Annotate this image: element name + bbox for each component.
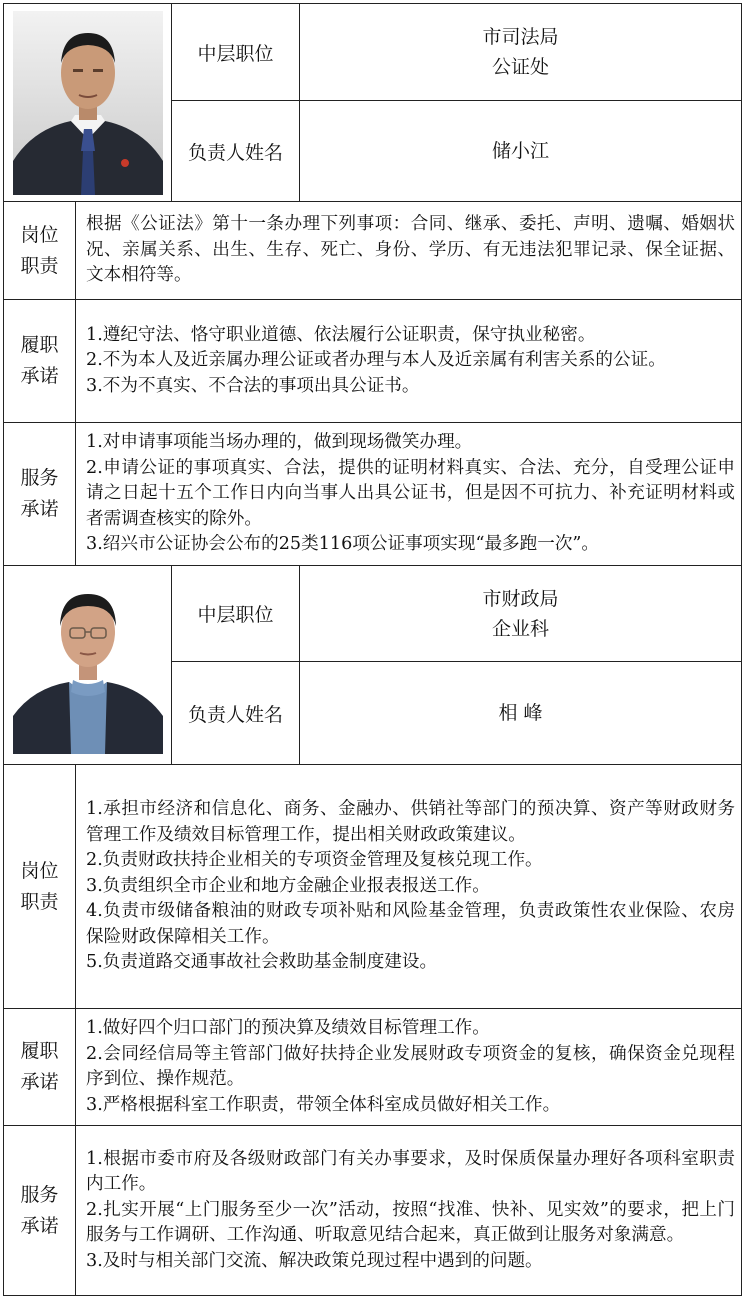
section-1-position-row [4,4,742,101]
section-2-service-row [4,1126,742,1296]
section-2-commitment-label-line-2: 承诺 [20,1071,59,1093]
section-1-duties-label [4,202,76,300]
section-1-department: 市司法局 [482,26,559,48]
section-2-duties-label-line-2: 职责 [20,890,59,913]
section-1-duties-label-line-2: 职责 [20,254,59,277]
section-2-duties-text [76,765,742,1009]
section-1-commitment-label-line-2: 承诺 [20,365,59,387]
section-1-commitment-row [4,300,742,423]
section-2-commitment-item-3: 3.严格根据科室工作职责，带领全体科室成员做好相关工作。 [86,1094,561,1115]
section-2-service-label-line-1: 服务 [20,1183,59,1206]
section-1-commitment-label-line-1: 履职 [20,334,59,356]
section-1-duties-text [76,202,742,300]
section-2-duties-item-2: 2.负责财政扶持企业相关的专项资金管理及复核兑现工作。 [86,850,543,871]
section-1-unit: 公证处 [491,56,549,78]
section-1-commitment-item-1: 1.遵纪守法、恪守职业道德、依法履行公证职责，保守执业秘密。 [86,324,596,345]
responsibility-table [3,3,742,1296]
section-2-service-label-line-2: 承诺 [20,1214,59,1237]
section-1-service-label-line-2: 承诺 [20,498,59,520]
section-1-commitment-item-2: 2.不为本人及近亲属办理公证或者办理与本人及近亲属有利害关系的公证。 [86,350,666,371]
section-2-duties-item-5: 5.负责道路交通事故社会救助基金制度建设。 [86,952,438,973]
section-1-portrait-photo [13,11,163,195]
section-2-department: 市财政局 [482,587,559,610]
section-1-service-item-3: 3.绍兴市公证协会公布的25类116项公证事项实现“最多跑一次”。 [86,534,599,555]
section-1-service-item-1: 1.对申请事项能当场办理的，做到现场微笑办理。 [86,432,473,453]
section-2-duties-item-1: 1.承担市经济和信息化、商务、金融办、供销社等部门的预决算、资产等财政财务管理工作及绩效目标管理工作，提出相关财政政策建议。 [86,799,735,845]
section-1-commitment-label [4,300,76,423]
section-1-service-item-2: 2.申请公证的事项真实、合法，提供的证明材料真实、合法、充分，自受理公证申请之日起十五个工作日内向当事人出具公证书，但是因不可抗力、补充证明材料或者需调查核实的除外。 [86,457,735,529]
section-2-commitment-row [4,1009,742,1126]
section-2-unit: 企业科 [491,617,549,640]
section-2-service-item-2: 2.扎实开展“上门服务至少一次”活动，按照“找准、快补、见实效”的要求，把上门服务与工作调研、工作沟通、听取意见结合起来，真正做到让服务对象满意。 [86,1199,735,1246]
section-2-service-label [4,1126,76,1296]
section-2-position-label: 中层职位 [172,566,300,662]
section-1-duties-item-1: 根据《公证法》第十一条办理下列事项：合同、继承、委托、声明、遗嘱、婚姻状况、亲属关系、出生、生存、死亡、身份、学历、有无违法犯罪记录、保全证据、文本相符等。 [86,214,735,286]
section-1-name-label: 负责人姓名 [172,101,300,202]
section-1-photo-cell [4,4,172,202]
section-2-duties-row [4,765,742,1009]
section-1-service-text [76,423,742,566]
section-2-portrait-photo [13,576,163,754]
section-2-position-value [300,566,742,662]
section-2-commitment-label [4,1009,76,1126]
section-1-duties-row [4,202,742,300]
section-2-name-label: 负责人姓名 [172,662,300,765]
section-2-name-value: 相 峰 [300,662,742,765]
section-2-duties-label [4,765,76,1009]
section-2-service-item-3: 3.及时与相关部门交流、解决政策兑现过程中遇到的问题。 [86,1250,543,1271]
section-1-position-label: 中层职位 [172,4,300,101]
section-1-service-label [4,423,76,566]
section-2-position-row [4,566,742,662]
section-2-commitment-text [76,1009,742,1126]
section-2-service-text [76,1126,742,1296]
section-1-service-row [4,423,742,566]
section-2-commitment-item-2: 2.会同经信局等主管部门做好扶持企业发展财政专项资金的复核，确保资金兑现程序到位、操作规范。 [86,1043,735,1089]
section-2-duties-label-line-1: 岗位 [20,859,59,882]
section-1-name-value: 储小江 [300,101,742,202]
section-1-service-label-line-1: 服务 [20,467,59,489]
section-2-commitment-label-line-1: 履职 [20,1040,59,1062]
section-2-service-item-1: 1.根据市委市府及各级财政部门有关办事要求，及时保质保量办理好各项科室职责内工作。 [86,1148,735,1195]
responsibility-sheet [3,3,741,1296]
section-1-commitment-text [76,300,742,423]
section-2-duties-item-3: 3.负责组织全市企业和地方金融企业报表报送工作。 [86,875,490,896]
section-1-position-value [300,4,742,101]
section-1-duties-label-line-1: 岗位 [20,223,59,246]
section-1-commitment-item-3: 3.不为不真实、不合法的事项出具公证书。 [86,375,420,396]
section-2-commitment-item-1: 1.做好四个归口部门的预决算及绩效目标管理工作。 [86,1018,490,1038]
section-2-photo-cell [4,566,172,765]
section-2-duties-item-4: 4.负责市级储备粮油的财政专项补贴和风险基金管理，负责政策性农业保险、农房保险财政保障相关工作。 [86,901,735,947]
